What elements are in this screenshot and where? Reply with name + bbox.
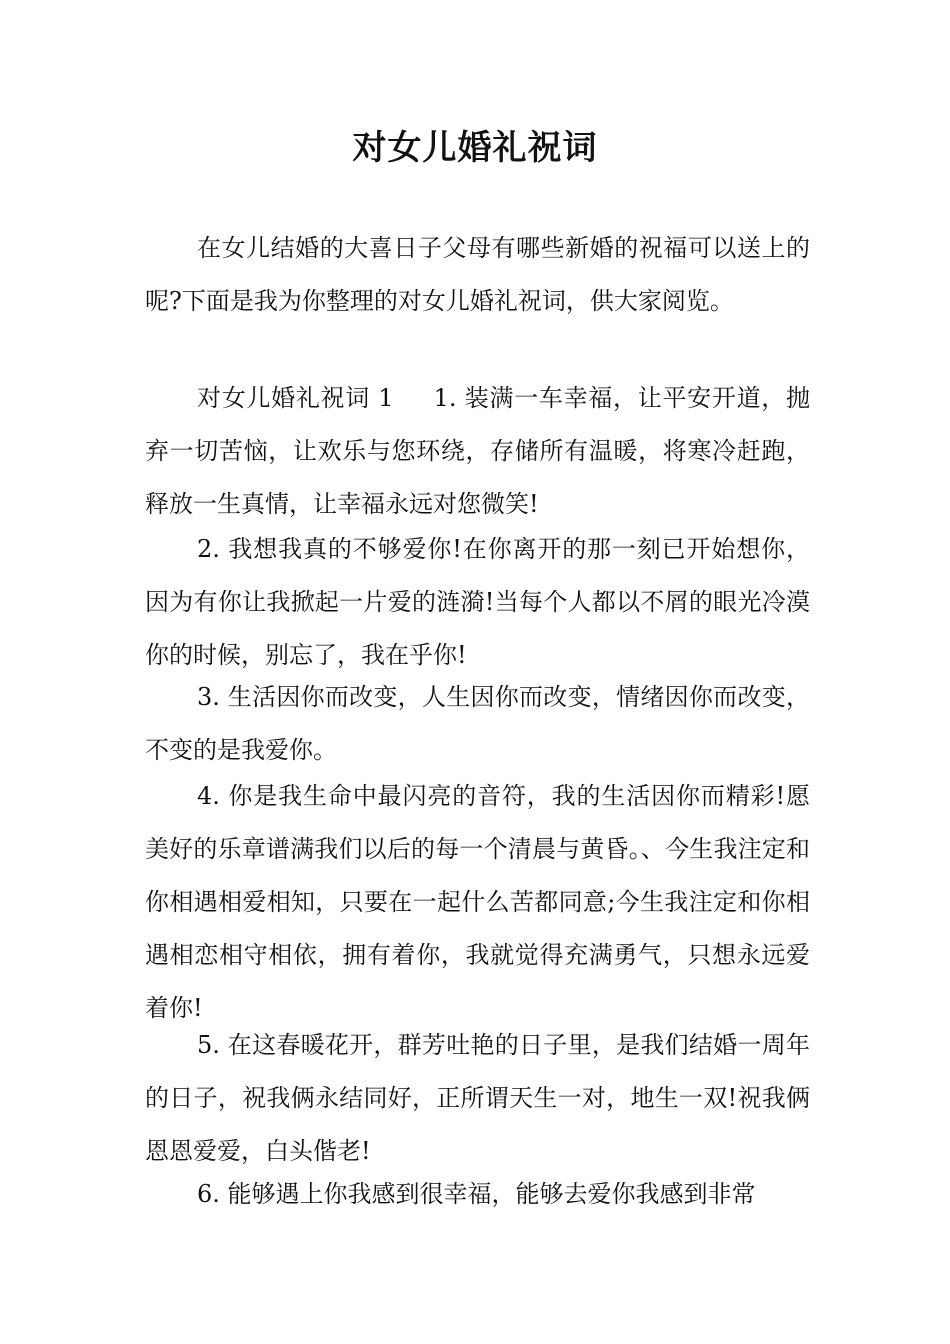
wish-item-3: 3. 生活因你而改变，人生因你而改变，情绪因你而改变，不变的是我爱你。 bbox=[145, 683, 810, 764]
document-title: 对女儿婚礼祝词 bbox=[352, 128, 598, 168]
wish-item-4: 4. 你是我生命中最闪亮的音符，我的生活因你而精彩!愿美好的乐章谱满我们以后的每一个清晨与黄昏。、今生我注定和你相遇相爱相知，只要在一起什么苦都同意;今生我注定和你相遇相恋相守相依，拥有着你，我就觉得充满勇气，只想永远爱着你! bbox=[145, 782, 810, 1022]
section-1-paragraph bbox=[145, 372, 810, 531]
wish-item-6: 6. 能够遇上你我感到很幸福，能够去爱你我感到非常 bbox=[197, 1180, 756, 1208]
section-heading: 对女儿婚礼祝词 1 bbox=[197, 384, 394, 412]
intro-paragraph: 在女儿结婚的大喜日子父母有哪些新婚的祝福可以送上的呢?下面是我为你整理的对女儿婚礼祝词，供大家阅览。 bbox=[145, 234, 810, 315]
wish-item-2: 2. 我想我真的不够爱你!在你离开的那一刻已开始想你，因为有你让我掀起一片爱的涟漪!当每个人都以不屑的眼光冷漠你的时候，别忘了，我在乎你! bbox=[145, 535, 810, 669]
wish-item-5: 5. 在这春暖花开，群芳吐艳的日子里，是我们结婚一周年的日子，祝我俩永结同好，正所谓天生一对，地生一双!祝我俩恩恩爱爱，白头偕老! bbox=[145, 1031, 810, 1165]
wish-item-1: 1. 装满一车幸福，让平安开道，抛弃一切苦恼，让欢乐与您环绕，存储所有温暖，将寒冷赶跑，释放一生真情，让幸福永远对您微笑! bbox=[145, 384, 810, 518]
